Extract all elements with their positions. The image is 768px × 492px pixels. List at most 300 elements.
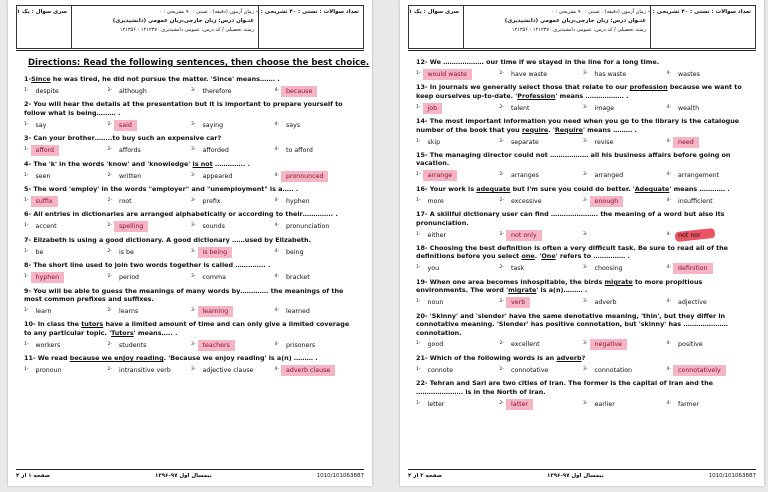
- option-text: noun: [427, 299, 444, 307]
- question-q12: [416, 58, 750, 82]
- option-text: connote: [427, 366, 453, 374]
- answer-option-3[interactable]: [191, 342, 275, 349]
- answer-option-1[interactable]: [24, 173, 108, 180]
- question-q6: [24, 210, 358, 234]
- underlined-word: is not: [192, 159, 213, 168]
- question-series: سری سوال : یک ۱: [408, 9, 459, 15]
- answer-options: [416, 227, 750, 243]
- answer-option-1[interactable]: [24, 88, 108, 95]
- underlined-word: Require: [554, 125, 583, 134]
- answer-option-2[interactable]: [108, 122, 192, 129]
- answer-option-2[interactable]: [108, 223, 192, 230]
- option-text: comma: [202, 274, 226, 282]
- answer-options: [416, 168, 750, 184]
- question-text-segment: he was tired, he did not pursue the matter. 'Since' means……. .: [50, 75, 280, 83]
- answer-option-1[interactable]: [24, 198, 108, 205]
- answer-options: [416, 261, 750, 277]
- answer-option-2[interactable]: [108, 88, 192, 95]
- answer-option-1[interactable]: [416, 265, 500, 272]
- option-number: 2-: [107, 367, 112, 373]
- answer-option-3[interactable]: [583, 367, 667, 374]
- question-q14: [416, 117, 750, 150]
- question-q11: [24, 354, 358, 378]
- header-rule: [16, 50, 364, 51]
- answer-option-1[interactable]: [24, 308, 108, 315]
- question-text-segment: 15- The managing director could not ……………… all his business affairs before going on vacation.: [416, 151, 731, 168]
- answer-option-4[interactable]: [275, 122, 359, 129]
- option-number: 3-: [583, 172, 588, 178]
- answer-options: [416, 362, 750, 378]
- answer-option-4[interactable]: [667, 367, 751, 374]
- question-text: [416, 210, 750, 227]
- option-text: despite: [35, 87, 59, 95]
- answer-option-3[interactable]: [191, 122, 275, 129]
- option-text: need: [673, 137, 699, 148]
- exam-header: [408, 5, 756, 49]
- answer-option-4[interactable]: [667, 71, 751, 78]
- answer-option-3[interactable]: [583, 71, 667, 78]
- answer-option-2[interactable]: [108, 342, 192, 349]
- answer-option-3[interactable]: [583, 299, 667, 306]
- option-text: adverb clause: [281, 365, 335, 376]
- answer-option-4[interactable]: [275, 274, 359, 281]
- option-text: root: [119, 197, 132, 205]
- option-text: talent: [511, 104, 530, 112]
- option-text: prisoners: [286, 341, 316, 349]
- option-text: job: [423, 103, 443, 114]
- answer-option-3[interactable]: [191, 198, 275, 205]
- question-q15: [416, 151, 750, 184]
- answer-option-1[interactable]: [416, 367, 500, 374]
- question-text-segment: . 'Because we enjoy reading' is a(n) ……… .: [163, 354, 318, 363]
- question-q22: [416, 379, 750, 412]
- option-number: 4-: [274, 172, 279, 178]
- question-q13: [416, 83, 750, 116]
- option-text: negative: [590, 339, 628, 350]
- option-number: 3-: [583, 366, 588, 372]
- option-number: 1-: [416, 366, 421, 372]
- answer-option-3[interactable]: [583, 105, 667, 112]
- option-text: verb: [506, 297, 530, 308]
- answer-option-4[interactable]: [667, 341, 751, 348]
- option-text: latter: [506, 399, 533, 410]
- option-number: 1-: [416, 104, 421, 110]
- question-q16: [416, 185, 750, 209]
- option-text: affords: [119, 147, 141, 155]
- question-q1: [24, 75, 358, 99]
- question-q7: [24, 236, 358, 260]
- answer-option-4[interactable]: [275, 147, 359, 154]
- option-number: 3-: [191, 307, 196, 313]
- answer-options: [24, 117, 358, 133]
- answer-options: [416, 66, 750, 82]
- answer-option-2[interactable]: [500, 71, 584, 78]
- answer-option-2[interactable]: [500, 367, 584, 374]
- answer-option-4[interactable]: [275, 198, 359, 205]
- option-text: more: [427, 197, 444, 205]
- option-text: said: [114, 120, 137, 131]
- question-q9: [24, 287, 358, 320]
- option-text: being: [286, 248, 304, 256]
- option-number: 4-: [666, 299, 671, 305]
- answer-option-4[interactable]: [275, 342, 359, 349]
- question-text-segment: 21- Which of the following words is an: [416, 353, 557, 362]
- question-text: [24, 75, 358, 83]
- answer-option-4[interactable]: [275, 173, 359, 180]
- underlined-word: Adequate: [634, 184, 670, 193]
- option-number: 2-: [499, 231, 504, 237]
- question-text-segment: 12- We ………………. our time if we stayed in the line for a long time.: [416, 58, 660, 66]
- answer-option-2[interactable]: [500, 105, 584, 112]
- option-number: 1-: [24, 341, 29, 347]
- answer-option-1[interactable]: [24, 122, 108, 129]
- option-text: hyphen: [286, 197, 310, 205]
- exam-time: زمان آزمون (دقیقه) : تستی : ۹۰ تشریحی : ۰: [551, 9, 646, 15]
- answer-option-1[interactable]: [24, 147, 108, 154]
- answer-option-1[interactable]: [416, 401, 500, 408]
- option-number: 1-: [24, 87, 29, 93]
- option-text: prefix: [202, 197, 221, 205]
- option-number: 1-: [24, 172, 29, 178]
- answer-option-1[interactable]: [24, 342, 108, 349]
- underlined-word: Tutors: [111, 328, 134, 337]
- option-number: 1-: [416, 299, 421, 305]
- option-text: is be: [119, 248, 134, 256]
- option-text: teachers: [198, 340, 235, 351]
- answer-option-3[interactable]: [191, 223, 275, 230]
- option-text: skip: [427, 138, 441, 146]
- option-number: 4-: [274, 223, 279, 229]
- answer-options: [24, 244, 358, 260]
- question-text-segment: have a limited amount of time and can only give a limited coverage to any particular topic. ': [24, 320, 350, 337]
- underlined-word: migrate: [604, 277, 633, 286]
- option-text: hyphen: [31, 272, 65, 283]
- question-list: [24, 75, 358, 380]
- question-text: [416, 379, 750, 396]
- page-footer: [408, 469, 756, 482]
- answer-option-4[interactable]: [275, 223, 359, 230]
- option-number: 2-: [499, 341, 504, 347]
- option-text: would waste: [423, 69, 472, 80]
- option-number: 1-: [416, 138, 421, 144]
- option-number: 2-: [499, 138, 504, 144]
- option-text: connotation: [594, 366, 633, 374]
- term-label: نیمسال اول ۹۷-۱۳۹۶: [154, 473, 212, 479]
- answer-option-2[interactable]: [108, 147, 192, 154]
- option-number: 1-: [416, 231, 421, 237]
- question-text-segment: ' means ……… .: [582, 125, 637, 134]
- question-text: [24, 210, 358, 218]
- underlined-word: adequate: [476, 184, 511, 193]
- option-text: task: [511, 265, 525, 273]
- option-text: appeared: [202, 172, 233, 180]
- option-text: not only: [506, 230, 542, 241]
- answer-option-3[interactable]: [191, 147, 275, 154]
- answer-options: [416, 396, 750, 412]
- answer-option-2[interactable]: [108, 198, 192, 205]
- option-number: 1-: [24, 248, 29, 254]
- option-text: choosing: [594, 265, 623, 273]
- answer-option-3[interactable]: [583, 139, 667, 146]
- answer-options: [24, 168, 358, 184]
- option-text: have waste: [511, 70, 548, 78]
- underlined-word: One: [541, 252, 556, 261]
- option-text: [590, 230, 600, 241]
- option-text: adjective: [678, 299, 707, 307]
- answer-option-2[interactable]: [108, 274, 192, 281]
- underlined-word: Since: [31, 75, 51, 83]
- question-text: [24, 134, 358, 142]
- option-text: letter: [427, 400, 445, 408]
- question-text-segment: 22- Tehran and Sari are two cities of Iran. The former is the capital of Iran and the …………………. is in the North of Iran.: [416, 379, 713, 396]
- option-number: 1-: [24, 223, 29, 229]
- question-list: [416, 58, 750, 413]
- answer-option-4[interactable]: [275, 308, 359, 315]
- question-text-segment: 2- You will hear the details at the presentation but it is important to prepare yourself to follow what is being……… .: [24, 100, 343, 117]
- answer-option-4[interactable]: [667, 265, 751, 272]
- option-text: separate: [511, 138, 539, 146]
- option-number: 4-: [274, 197, 279, 203]
- option-number: 1-: [24, 147, 29, 153]
- option-number: 3-: [583, 341, 588, 347]
- question-q10: [24, 320, 358, 353]
- option-text: seen: [35, 172, 51, 180]
- answer-option-4[interactable]: [275, 367, 359, 374]
- option-text: suffix: [31, 196, 58, 207]
- answer-option-1[interactable]: [416, 71, 500, 78]
- answer-option-1[interactable]: [416, 139, 500, 146]
- option-number: 2-: [499, 400, 504, 406]
- question-text: [24, 160, 358, 168]
- exam-code: 1010/101063887: [316, 473, 364, 479]
- answer-option-2[interactable]: [108, 173, 192, 180]
- option-text: arrangement: [678, 172, 720, 180]
- answer-option-3[interactable]: [583, 341, 667, 348]
- question-text: [24, 261, 358, 269]
- answer-option-1[interactable]: [24, 249, 108, 256]
- answer-option-2[interactable]: [500, 265, 584, 272]
- option-number: 2-: [107, 121, 112, 127]
- answer-option-2[interactable]: [500, 198, 584, 205]
- question-text-segment: 13- In journals we generally select those that relate to our: [416, 83, 630, 92]
- option-number: 1-: [24, 274, 29, 280]
- option-number: 4-: [666, 70, 671, 76]
- option-number: 1-: [24, 367, 29, 373]
- question-text-segment: ………….. .: [212, 159, 251, 168]
- answer-option-3[interactable]: [583, 198, 667, 205]
- option-text: learn: [35, 307, 52, 315]
- answer-option-3[interactable]: [191, 308, 275, 315]
- question-text: [24, 354, 358, 362]
- question-text: [24, 320, 358, 337]
- header-rule: [408, 50, 756, 51]
- answer-option-3[interactable]: [191, 88, 275, 95]
- page-number: صفحه ۱ از ۴: [16, 473, 51, 479]
- option-text: not nor: [678, 231, 701, 239]
- option-number: 1-: [416, 197, 421, 203]
- option-text: arranged: [594, 172, 624, 180]
- answer-option-4[interactable]: [667, 172, 751, 179]
- answer-option-1[interactable]: [416, 172, 500, 179]
- option-text: therefore: [202, 87, 232, 95]
- answer-option-4[interactable]: [667, 299, 751, 306]
- answer-option-2[interactable]: [500, 232, 584, 239]
- question-text: [416, 312, 750, 337]
- option-number: 3-: [191, 197, 196, 203]
- option-text: connotative: [511, 366, 549, 374]
- option-number: 4-: [274, 274, 279, 280]
- answer-option-2[interactable]: [500, 172, 584, 179]
- option-text: image: [594, 104, 615, 112]
- answer-options: [416, 193, 750, 209]
- option-text: excessive: [511, 197, 542, 205]
- answer-option-1[interactable]: [416, 232, 500, 239]
- answer-option-3[interactable]: [191, 249, 275, 256]
- option-text: positive: [678, 341, 703, 349]
- question-text-segment: 1-: [24, 75, 32, 83]
- answer-option-1[interactable]: [416, 105, 500, 112]
- option-number: 4-: [666, 197, 671, 203]
- answer-option-4[interactable]: [667, 232, 751, 239]
- answer-options: [24, 337, 358, 353]
- option-number: 2-: [107, 172, 112, 178]
- answer-option-4[interactable]: [667, 198, 751, 205]
- answer-option-3[interactable]: [191, 367, 275, 374]
- option-text: students: [119, 341, 147, 349]
- answer-option-3[interactable]: [583, 232, 667, 239]
- underlined-word: one: [521, 252, 535, 261]
- exam-header: [16, 5, 364, 49]
- option-number: 4-: [666, 138, 671, 144]
- question-count: تعداد سوالات : تستی : ۴۰ تشریحی : ۰: [255, 9, 359, 15]
- course-title: عنـوان درس: زبان خارجی،زبان عمومی (دانشپذیری): [112, 18, 254, 24]
- question-text-segment: 5- The word 'employ' in the words "employer" and "unemployment" is a….. .: [24, 185, 299, 194]
- option-number: 2-: [107, 307, 112, 313]
- question-text: [416, 83, 750, 100]
- option-text: say: [35, 121, 47, 129]
- option-text: is being: [198, 247, 233, 258]
- page-footer: [16, 469, 364, 482]
- option-text: adjective clause: [202, 367, 254, 375]
- answer-option-2[interactable]: [500, 401, 584, 408]
- answer-option-4[interactable]: [667, 105, 751, 112]
- option-text: saying: [202, 121, 224, 129]
- question-q5: [24, 185, 358, 209]
- option-number: 2-: [499, 299, 504, 305]
- answer-option-1[interactable]: [24, 223, 108, 230]
- answer-option-1[interactable]: [416, 198, 500, 205]
- option-text: pronounced: [281, 171, 328, 182]
- answer-option-4[interactable]: [275, 88, 359, 95]
- option-number: 1-: [416, 70, 421, 76]
- answer-option-4[interactable]: [275, 249, 359, 256]
- option-number: 3-: [583, 265, 588, 271]
- option-number: 2-: [107, 274, 112, 280]
- question-text-segment: ' means ………… .: [669, 184, 730, 193]
- answer-options: [24, 219, 358, 235]
- answer-option-3[interactable]: [583, 172, 667, 179]
- exam-time: زمان آزمون (دقیقه) : تستی : ۹۰ تشریحی : ۰: [159, 9, 254, 15]
- question-q18: [416, 244, 750, 277]
- option-number: 3-: [191, 87, 196, 93]
- option-number: 4-: [274, 121, 279, 127]
- answer-option-1[interactable]: [24, 274, 108, 281]
- question-text: [24, 185, 358, 193]
- answer-option-1[interactable]: [416, 341, 500, 348]
- option-number: 3-: [191, 248, 196, 254]
- option-text: accent: [35, 223, 57, 231]
- option-text: connotatively: [673, 365, 726, 376]
- option-text: definition: [673, 263, 713, 274]
- answer-option-3[interactable]: [583, 265, 667, 272]
- option-text: bracket: [286, 274, 310, 282]
- option-number: 4-: [666, 172, 671, 178]
- option-number: 3-: [583, 299, 588, 305]
- option-number: 3-: [191, 223, 196, 229]
- option-number: 4-: [666, 341, 671, 347]
- question-text-segment: 6- All entries in dictionaries are arranged alphabetically or according to their………….. .: [24, 210, 338, 219]
- question-text-segment: 14- The most important information you need when you go to the library is the catalogue number of the book that you: [416, 117, 740, 134]
- answer-options: [416, 295, 750, 311]
- answer-option-3[interactable]: [191, 274, 275, 281]
- answer-option-2[interactable]: [500, 299, 584, 306]
- option-number: 2-: [107, 248, 112, 254]
- option-text: learning: [198, 306, 234, 317]
- option-number: 1-: [24, 197, 29, 203]
- answer-option-2[interactable]: [500, 139, 584, 146]
- option-number: 3-: [583, 70, 588, 76]
- question-q20: [416, 312, 750, 353]
- question-series: سری سوال : یک ۱: [16, 9, 67, 15]
- question-text: [416, 185, 750, 193]
- answer-option-3[interactable]: [583, 401, 667, 408]
- answer-option-4[interactable]: [667, 401, 751, 408]
- field-code: رشته تحصیلی / کد درس: عمومی دانشپذیری ۱۲۱۲۳۷۰ - ۱۲۱۳۵۶: [511, 27, 646, 33]
- option-text: revise: [594, 138, 614, 146]
- answer-option-3[interactable]: [191, 173, 275, 180]
- option-text: good: [427, 341, 444, 349]
- option-text: adverb: [594, 299, 617, 307]
- option-number: 2-: [107, 87, 112, 93]
- option-text: although: [119, 87, 147, 95]
- option-text: intransitive verb: [119, 367, 171, 375]
- field-code: رشته تحصیلی / کد درس: عمومی دانشپذیری ۱۲۱۲۳۷۰ - ۱۲۱۳۵۶: [119, 27, 254, 33]
- option-number: 1-: [416, 265, 421, 271]
- answer-option-1[interactable]: [24, 367, 108, 374]
- option-number: 1-: [416, 172, 421, 178]
- question-q8: [24, 261, 358, 285]
- question-text-segment: 3- Can your brother……..to buy such an expensive car?: [24, 134, 222, 143]
- question-q17: [416, 210, 750, 243]
- answer-options: [24, 193, 358, 209]
- option-number: 4-: [666, 366, 671, 372]
- answer-option-2[interactable]: [500, 341, 584, 348]
- answer-option-2[interactable]: [108, 308, 192, 315]
- answer-option-2[interactable]: [108, 249, 192, 256]
- option-text: sounds: [202, 223, 225, 231]
- question-text-segment: . ': [534, 252, 542, 261]
- question-q4: [24, 160, 358, 184]
- option-number: 3-: [583, 400, 588, 406]
- option-text: enough: [590, 196, 624, 207]
- answer-option-4[interactable]: [667, 139, 751, 146]
- option-text: pronunciation: [286, 223, 330, 231]
- question-text-segment: ' is a(n)……… .: [536, 286, 588, 295]
- option-number: 4-: [274, 367, 279, 373]
- answer-option-1[interactable]: [416, 299, 500, 306]
- option-number: 2-: [107, 223, 112, 229]
- answer-option-2[interactable]: [108, 367, 192, 374]
